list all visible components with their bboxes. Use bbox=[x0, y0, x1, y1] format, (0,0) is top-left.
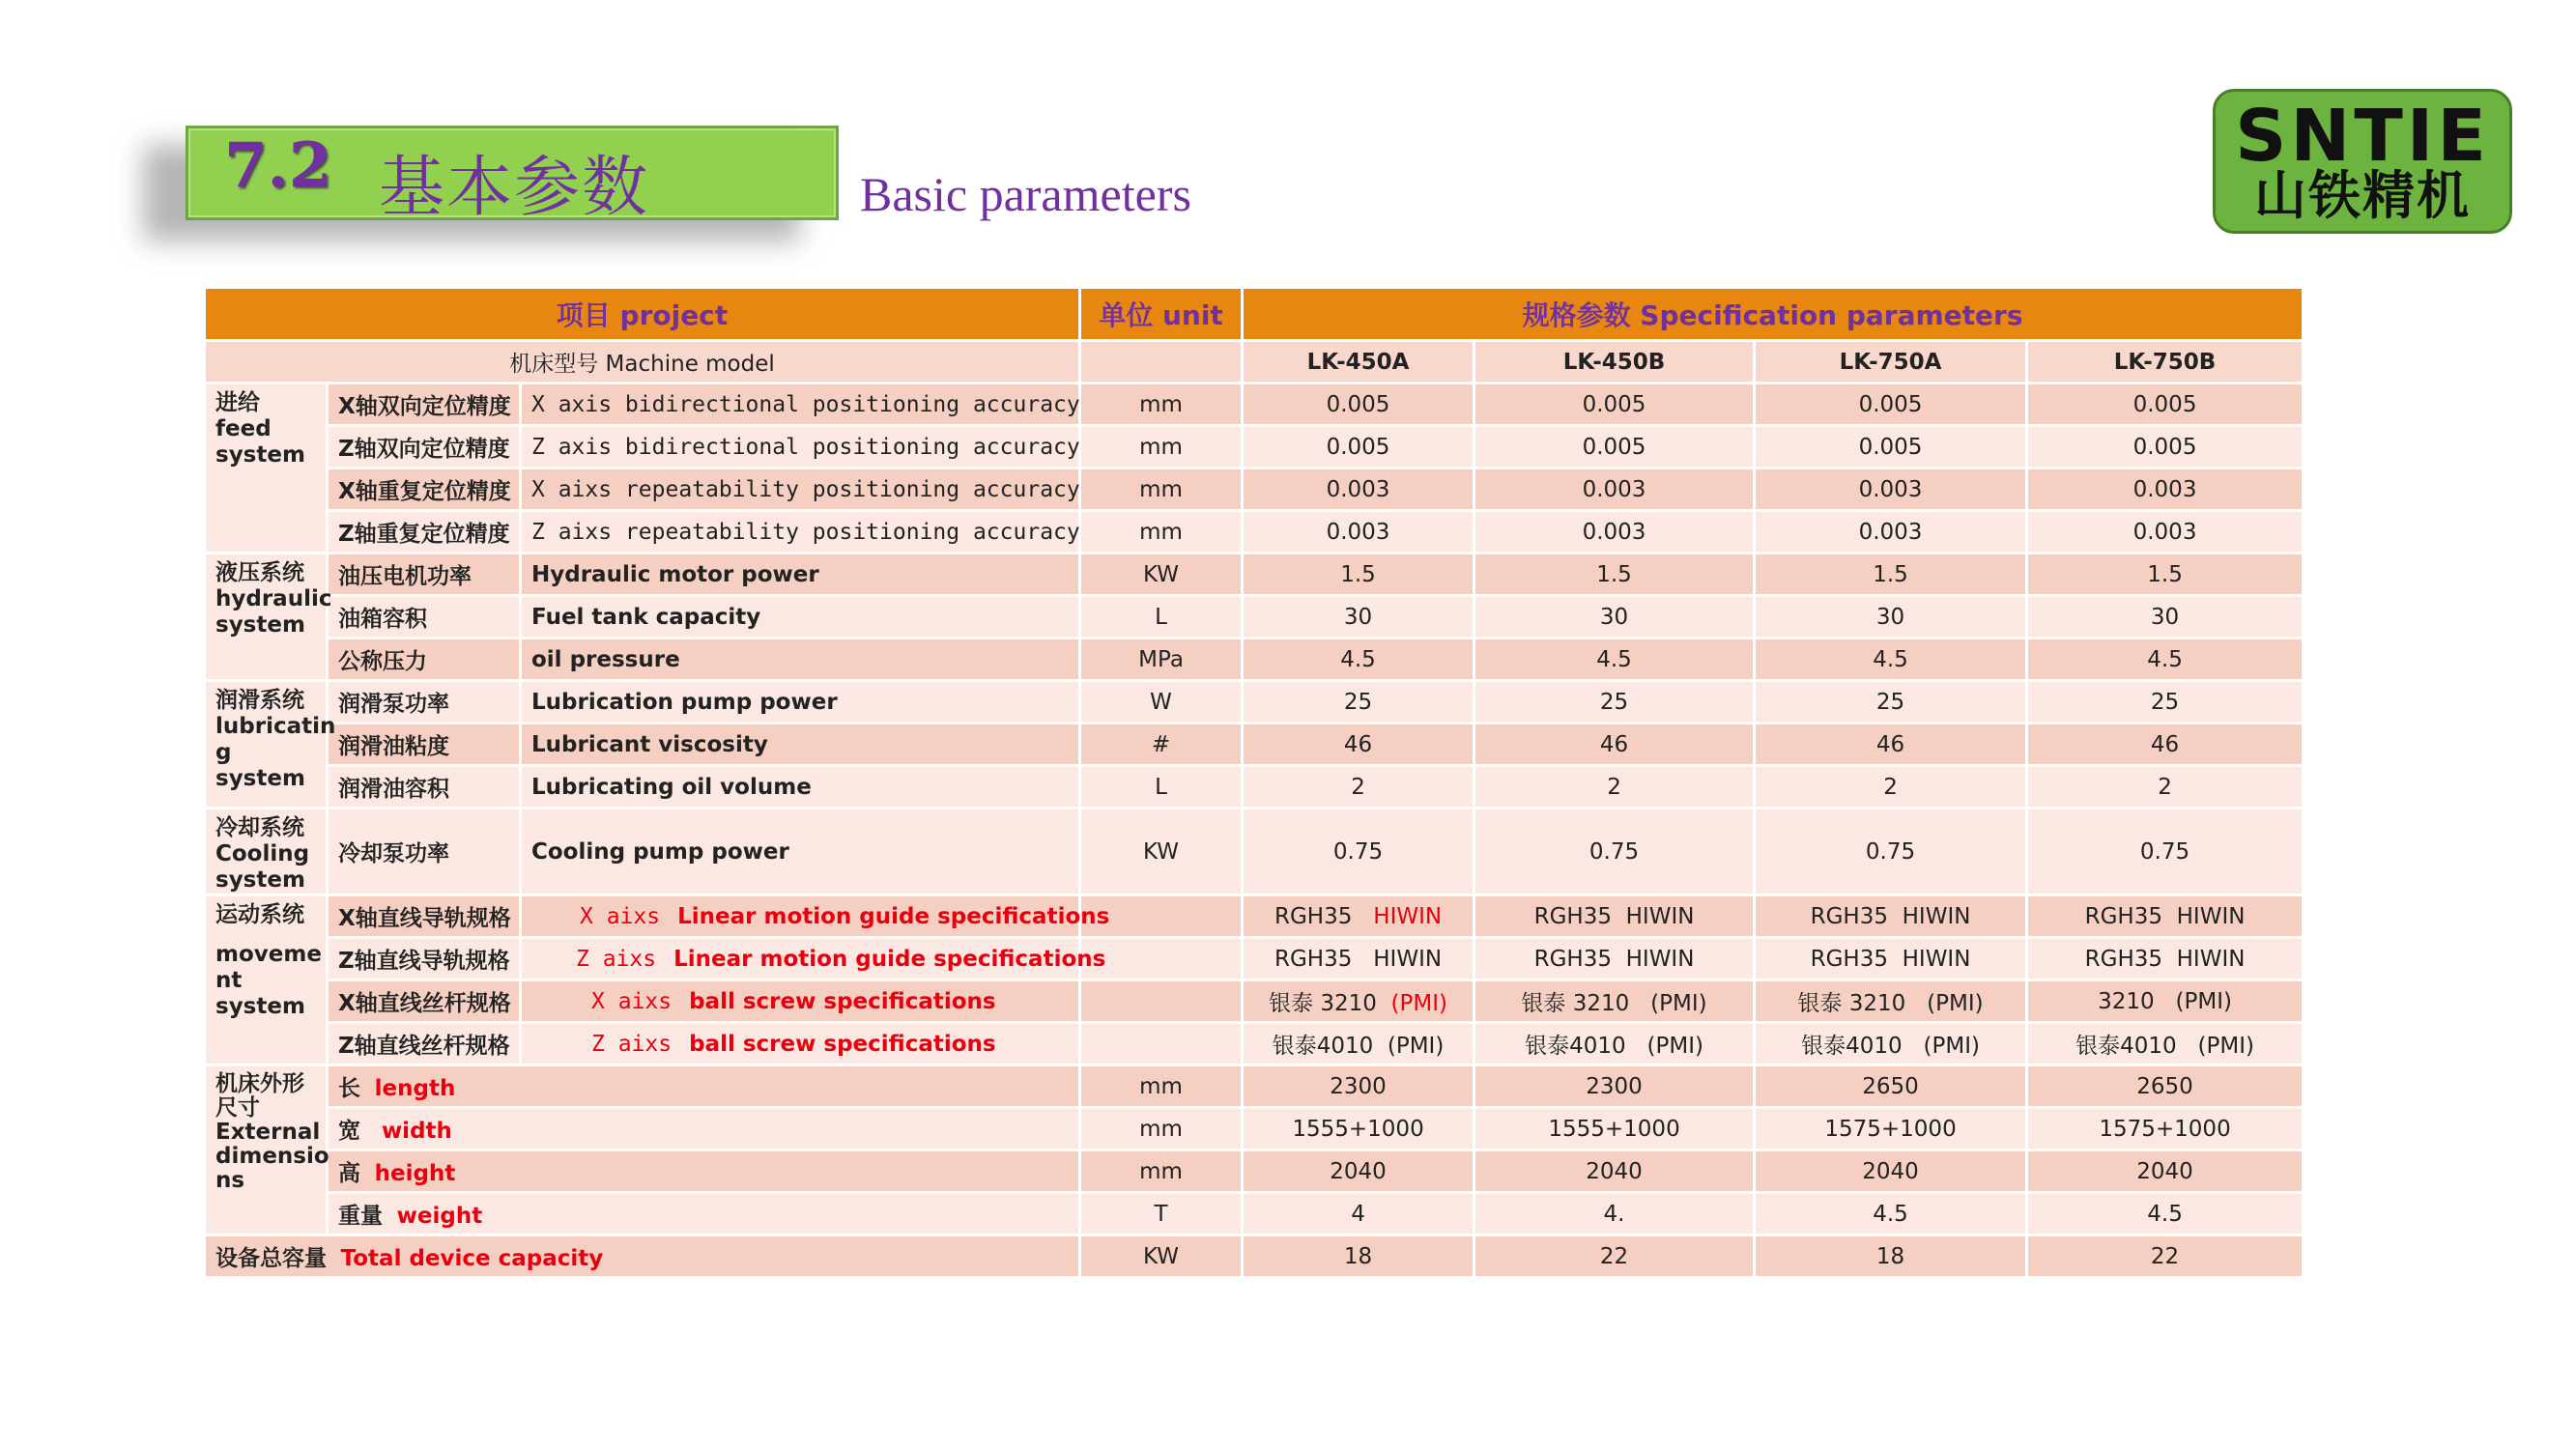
value-cell: RGH35 HIWIN bbox=[1243, 938, 1474, 980]
row-cn: Z轴重复定位精度 bbox=[328, 511, 521, 554]
model-row bbox=[205, 341, 2304, 383]
table-row bbox=[205, 511, 2304, 554]
row-en-text: Linear motion guide specifications bbox=[673, 946, 1106, 972]
table-row bbox=[205, 809, 2304, 895]
spec-table bbox=[203, 286, 2304, 1279]
row-unit: W bbox=[1080, 681, 1243, 724]
axis-label: Z aixs bbox=[576, 946, 657, 972]
row-unit: KW bbox=[1080, 1235, 1243, 1278]
value-cell: 0.003 bbox=[2027, 511, 2304, 554]
value-cell: 46 bbox=[2027, 724, 2304, 766]
section-number: 7.2 bbox=[224, 129, 332, 202]
value-cell: 2040 bbox=[1243, 1150, 1474, 1193]
value-cell: RGH35 HIWIN bbox=[1243, 895, 1474, 938]
group-feed: 进给 feed system bbox=[205, 383, 328, 554]
row-unit: T bbox=[1080, 1193, 1243, 1235]
row-unit: MPa bbox=[1080, 639, 1243, 681]
row-label: 宽 width bbox=[328, 1108, 1080, 1150]
row-en: X aixs repeatability positioning accuracy bbox=[521, 468, 1080, 511]
row-label: 重量 weight bbox=[328, 1193, 1080, 1235]
row-unit: mm bbox=[1080, 426, 1243, 468]
table-row bbox=[205, 426, 2304, 468]
value-cell: 0.003 bbox=[1755, 511, 2027, 554]
table-row bbox=[205, 1065, 2304, 1108]
row-cn: X轴直线丝杆规格 bbox=[328, 980, 521, 1023]
table-row bbox=[205, 554, 2304, 596]
row-en bbox=[521, 938, 1106, 980]
row-cn: Z轴双向定位精度 bbox=[328, 426, 521, 468]
value-cell: 银泰 3210 (PMI) bbox=[1243, 980, 1474, 1023]
value-cell: 2 bbox=[1474, 766, 1755, 809]
value-cell: 4.5 bbox=[1243, 639, 1474, 681]
row-cn: 公称压力 bbox=[328, 639, 521, 681]
row-cn: 冷却泵功率 bbox=[328, 809, 521, 895]
model-lk450b: LK-450B bbox=[1474, 341, 1755, 383]
value-cell: 0.003 bbox=[1755, 468, 2027, 511]
row-en-text: ball screw specifications bbox=[689, 988, 996, 1014]
value-cell: 2300 bbox=[1243, 1065, 1474, 1108]
value-cell: 1555+1000 bbox=[1474, 1108, 1755, 1150]
value-cell: 0.005 bbox=[1474, 426, 1755, 468]
table-row bbox=[205, 596, 2304, 639]
row-unit: mm bbox=[1080, 1108, 1243, 1150]
value-cell: RGH35 HIWIN bbox=[1474, 895, 1755, 938]
group-dimensions: 机床外形 尺寸 External dimensio ns bbox=[205, 1065, 328, 1235]
row-en: Lubrication pump power bbox=[521, 681, 1080, 724]
row-unit: mm bbox=[1080, 1065, 1243, 1108]
value-cell: 0.005 bbox=[1474, 383, 1755, 426]
row-cn: 润滑泵功率 bbox=[328, 681, 521, 724]
row-cn: 润滑油粘度 bbox=[328, 724, 521, 766]
value-cell: 0.003 bbox=[1474, 511, 1755, 554]
value-cell: 0.75 bbox=[2027, 809, 2304, 895]
value-cell: 30 bbox=[2027, 596, 2304, 639]
value-cell: 2 bbox=[1243, 766, 1474, 809]
row-cn: 油箱容积 bbox=[328, 596, 521, 639]
value-cell: 1.5 bbox=[1474, 554, 1755, 596]
table-row bbox=[205, 383, 2304, 426]
table-row bbox=[205, 1150, 2304, 1193]
table-row bbox=[205, 895, 2304, 938]
header-unit: 单位 unit bbox=[1080, 288, 1243, 341]
model-unit-empty bbox=[1080, 341, 1243, 383]
row-unit bbox=[1080, 1023, 1243, 1065]
value-cell: 2040 bbox=[1474, 1150, 1755, 1193]
value-cell: 银泰 3210 (PMI) bbox=[1474, 980, 1755, 1023]
value-cell: 2040 bbox=[2027, 1150, 2304, 1193]
table-row bbox=[205, 766, 2304, 809]
table-row bbox=[205, 724, 2304, 766]
value-cell: 18 bbox=[1755, 1235, 2027, 1278]
table-row bbox=[205, 1108, 2304, 1150]
value-cell: 银泰4010 (PMI) bbox=[1474, 1023, 1755, 1065]
value-cell: 4 bbox=[1243, 1193, 1474, 1235]
value-cell: 0.003 bbox=[1243, 511, 1474, 554]
table-row bbox=[205, 1193, 2304, 1235]
row-en: oil pressure bbox=[521, 639, 1080, 681]
axis-label: X aixs bbox=[591, 988, 673, 1014]
value-cell: 2650 bbox=[1755, 1065, 2027, 1108]
value-cell: 1.5 bbox=[2027, 554, 2304, 596]
value-cell: 0.75 bbox=[1243, 809, 1474, 895]
value-cell: 22 bbox=[1474, 1235, 1755, 1278]
value-cell: 0.003 bbox=[2027, 468, 2304, 511]
group-motion bbox=[205, 895, 328, 1065]
row-unit: mm bbox=[1080, 511, 1243, 554]
table-row bbox=[205, 681, 2304, 724]
value-cell: RGH35 HIWIN bbox=[2027, 938, 2304, 980]
value-cell: 1575+1000 bbox=[2027, 1108, 2304, 1150]
value-cell: 1.5 bbox=[1243, 554, 1474, 596]
value-cell: 25 bbox=[2027, 681, 2304, 724]
value-cell: 1.5 bbox=[1755, 554, 2027, 596]
table-row bbox=[205, 468, 2304, 511]
group-motion-en: moveme nt system bbox=[215, 942, 322, 1019]
logo-text-en: SNTIE bbox=[2235, 95, 2490, 178]
value-cell: RGH35 HIWIN bbox=[1755, 895, 2027, 938]
row-unit: L bbox=[1080, 596, 1243, 639]
table-header-row bbox=[205, 288, 2304, 341]
value-cell: 1555+1000 bbox=[1243, 1108, 1474, 1150]
row-cn: X轴重复定位精度 bbox=[328, 468, 521, 511]
value-cell: RGH35 HIWIN bbox=[1474, 938, 1755, 980]
value-cell: 0.75 bbox=[1474, 809, 1755, 895]
value-cell: 0.003 bbox=[1243, 468, 1474, 511]
value-cell: 18 bbox=[1243, 1235, 1474, 1278]
row-cn: Z轴直线导轨规格 bbox=[328, 938, 521, 980]
axis-label: Z aixs bbox=[591, 1031, 673, 1057]
row-en: X axis bidirectional positioning accuracy bbox=[521, 383, 1080, 426]
table-row bbox=[205, 1023, 2304, 1065]
row-en bbox=[521, 1023, 1080, 1065]
row-unit: # bbox=[1080, 724, 1243, 766]
row-unit: KW bbox=[1080, 554, 1243, 596]
row-cn: 润滑油容积 bbox=[328, 766, 521, 809]
value-cell: 银泰4010 (PMI) bbox=[2027, 1023, 2304, 1065]
value-cell: RGH35 HIWIN bbox=[2027, 895, 2304, 938]
section-title-en: Basic parameters bbox=[860, 167, 1191, 221]
section-title-cn: 基本参数 bbox=[379, 150, 650, 226]
row-en: Z axis bidirectional positioning accuracy bbox=[521, 426, 1080, 468]
row-unit: mm bbox=[1080, 383, 1243, 426]
value-cell: 4.5 bbox=[1755, 1193, 2027, 1235]
group-cooling: 冷却系统 Cooling system bbox=[205, 809, 328, 895]
value-cell: 46 bbox=[1243, 724, 1474, 766]
row-unit: mm bbox=[1080, 468, 1243, 511]
value-cell: 25 bbox=[1755, 681, 2027, 724]
row-en bbox=[521, 895, 1110, 938]
group-hydraulic: 液压系统 hydraulic system bbox=[205, 554, 328, 681]
company-logo bbox=[2213, 89, 2512, 234]
row-cn: X轴双向定位精度 bbox=[328, 383, 521, 426]
row-cn: Z轴直线丝杆规格 bbox=[328, 1023, 521, 1065]
row-en-text: ball screw specifications bbox=[689, 1031, 996, 1057]
row-unit: KW bbox=[1080, 809, 1243, 895]
row-label: 高 height bbox=[328, 1150, 1080, 1193]
header-project: 项目 project bbox=[205, 288, 1080, 341]
row-label: 长 length bbox=[328, 1065, 1080, 1108]
model-lk750b: LK-750B bbox=[2027, 341, 2304, 383]
row-unit: mm bbox=[1080, 1150, 1243, 1193]
value-cell: 银泰4010 (PMI) bbox=[1243, 1023, 1474, 1065]
value-cell: 30 bbox=[1474, 596, 1755, 639]
row-en: Cooling pump power bbox=[521, 809, 1080, 895]
row-en: Hydraulic motor power bbox=[521, 554, 1080, 596]
value-cell: 4.5 bbox=[1474, 639, 1755, 681]
table-row bbox=[205, 980, 2304, 1023]
value-cell: 0.005 bbox=[1755, 383, 2027, 426]
group-lubrication: 润滑系统 lubricatin g system bbox=[205, 681, 328, 809]
value-cell: 1575+1000 bbox=[1755, 1108, 2027, 1150]
value-cell: 25 bbox=[1474, 681, 1755, 724]
model-lk450a: LK-450A bbox=[1243, 341, 1474, 383]
row-en: Fuel tank capacity bbox=[521, 596, 1080, 639]
axis-label: X aixs bbox=[580, 903, 661, 929]
table-row bbox=[205, 639, 2304, 681]
value-cell: RGH35 HIWIN bbox=[1755, 938, 2027, 980]
value-cell: 2650 bbox=[2027, 1065, 2304, 1108]
value-cell: 0.005 bbox=[2027, 426, 2304, 468]
row-en: Lubricant viscosity bbox=[521, 724, 1080, 766]
value-cell: 0.005 bbox=[1243, 383, 1474, 426]
value-cell: 0.005 bbox=[1755, 426, 2027, 468]
row-cn: X轴直线导轨规格 bbox=[328, 895, 521, 938]
value-cell: 25 bbox=[1243, 681, 1474, 724]
value-cell: 4.5 bbox=[2027, 639, 2304, 681]
row-en-text: Linear motion guide specifications bbox=[677, 903, 1110, 929]
row-en: Z aixs repeatability positioning accuracy bbox=[521, 511, 1080, 554]
group-motion-cn: 运动系统 bbox=[215, 902, 304, 927]
model-lk750a: LK-750A bbox=[1755, 341, 2027, 383]
value-cell: 2 bbox=[2027, 766, 2304, 809]
row-cn: 油压电机功率 bbox=[328, 554, 521, 596]
value-cell: 0.003 bbox=[1474, 468, 1755, 511]
value-cell: 2040 bbox=[1755, 1150, 2027, 1193]
value-cell: 4. bbox=[1474, 1193, 1755, 1235]
value-cell: 46 bbox=[1755, 724, 2027, 766]
value-cell: 0.005 bbox=[2027, 383, 2304, 426]
row-en: Lubricating oil volume bbox=[521, 766, 1080, 809]
value-cell: 0.75 bbox=[1755, 809, 2027, 895]
row-total-label: 设备总容量 Total device capacity bbox=[205, 1235, 1080, 1278]
value-cell: 30 bbox=[1755, 596, 2027, 639]
value-cell: 22 bbox=[2027, 1235, 2304, 1278]
value-cell: 银泰4010 (PMI) bbox=[1755, 1023, 2027, 1065]
logo-text-cn: 山铁精机 bbox=[2254, 165, 2471, 226]
row-unit bbox=[1080, 980, 1243, 1023]
row-en bbox=[521, 980, 1080, 1023]
value-cell: 4.5 bbox=[1755, 639, 2027, 681]
row-unit: L bbox=[1080, 766, 1243, 809]
value-cell: 46 bbox=[1474, 724, 1755, 766]
value-cell: 4.5 bbox=[2027, 1193, 2304, 1235]
table-row bbox=[205, 938, 2304, 980]
value-cell: 0.005 bbox=[1243, 426, 1474, 468]
value-cell: 2300 bbox=[1474, 1065, 1755, 1108]
table-row bbox=[205, 1235, 2304, 1278]
value-cell: 3210 (PMI) bbox=[2027, 980, 2304, 1023]
model-label: 机床型号 Machine model bbox=[205, 341, 1080, 383]
value-cell: 银泰 3210 (PMI) bbox=[1755, 980, 2027, 1023]
header-spec: 规格参数 Specification parameters bbox=[1243, 288, 2304, 341]
value-cell: 2 bbox=[1755, 766, 2027, 809]
value-cell: 30 bbox=[1243, 596, 1474, 639]
